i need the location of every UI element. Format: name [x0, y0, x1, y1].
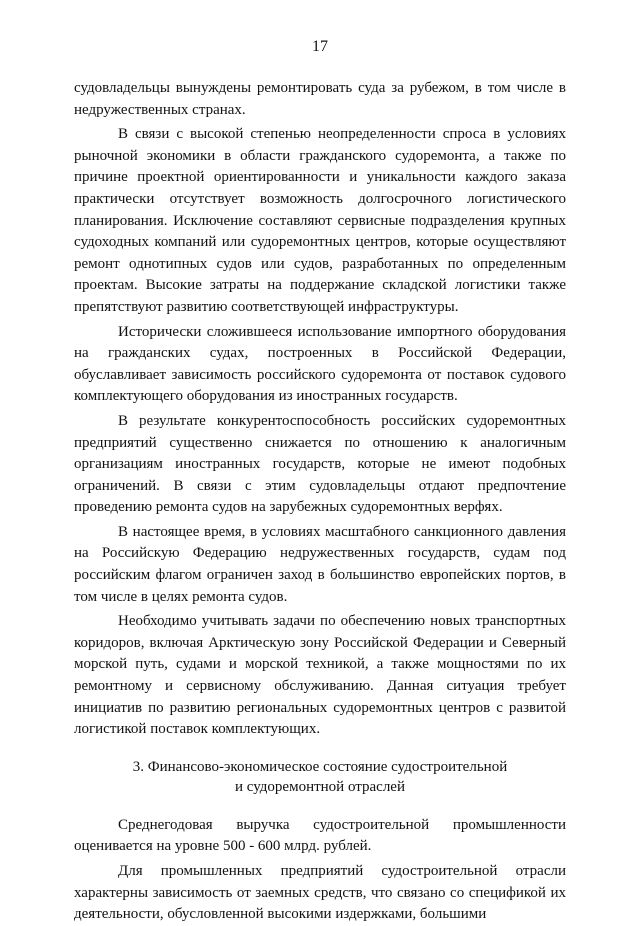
- paragraph: Необходимо учитывать задачи по обеспечению новых транспортных коридоров, включая Арктическую зону Российской Федерации и Северный морской путь, судами и морской техникой, а также мощностями по их ремонтному и сервисному обслуживанию. Данная ситуация требует инициатив по развитию региональных судоремонтных центров с развитой логистикой поставок комплектующих.: [74, 613, 566, 738]
- section-heading-line: и судоремонтной отраслей: [235, 778, 405, 795]
- paragraph: Исторически сложившееся использование импортного оборудования на гражданских судах, построенных в Российской Федерации, обуславливает зависимость российского судоремонта от поставок судового комплектующего оборудования из иностранных государств.: [74, 323, 566, 405]
- paragraph: Среднегодовая выручка судостроительной промышленности оценивается на уровне 500 - 600 млрд. рублей.: [74, 816, 566, 855]
- paragraph: В результате конкурентоспособность российских судоремонтных предприятий существенно снижается по отношению к аналогичным организациям иностранных государств, которые не имеют подобных ограничений. В связи с этим судовладельцы отдают предпочтение проведению ремонта судов на зарубежных судоремонтных верфях.: [74, 412, 566, 516]
- section-heading-line: 3. Финансово-экономическое состояние судостроительной: [132, 758, 508, 775]
- document-body: [74, 78, 566, 926]
- page-number: 17: [312, 38, 328, 55]
- paragraph: В связи с высокой степенью неопределенности спроса в условиях рыночной экономики в области гражданского судоремонта, а также по причине проектной ориентированности и уникальности каждого заказа практически отсутствует возможность долгосрочного логистического планирования. Исключение составляют сервисные подразделения крупных судоходных компаний или судоремонтных центров, которые осуществляют ремонт однотипных судов или судов, разработанных по определенным проектам. Высокие затраты на поддержание складской логистики также препятствуют развитию соответствующей инфраструктуры.: [74, 126, 566, 315]
- paragraph: В настоящее время, в условиях масштабного санкционного давления на Российскую Федерацию недружественных государств, судам под российским флагом ограничен заход в большинство европейских портов, в том числе в целях ремонта судов.: [74, 523, 566, 605]
- paragraph-continuation: судовладельцы вынуждены ремонтировать суда за рубежом, в том числе в недружественных странах.: [74, 80, 566, 118]
- section-heading: [74, 757, 566, 797]
- paragraph: Для промышленных предприятий судостроительной отрасли характерны зависимость от заемных средств, что связано со спецификой их деятельности, обусловленной высокими издержками, большими: [74, 863, 566, 923]
